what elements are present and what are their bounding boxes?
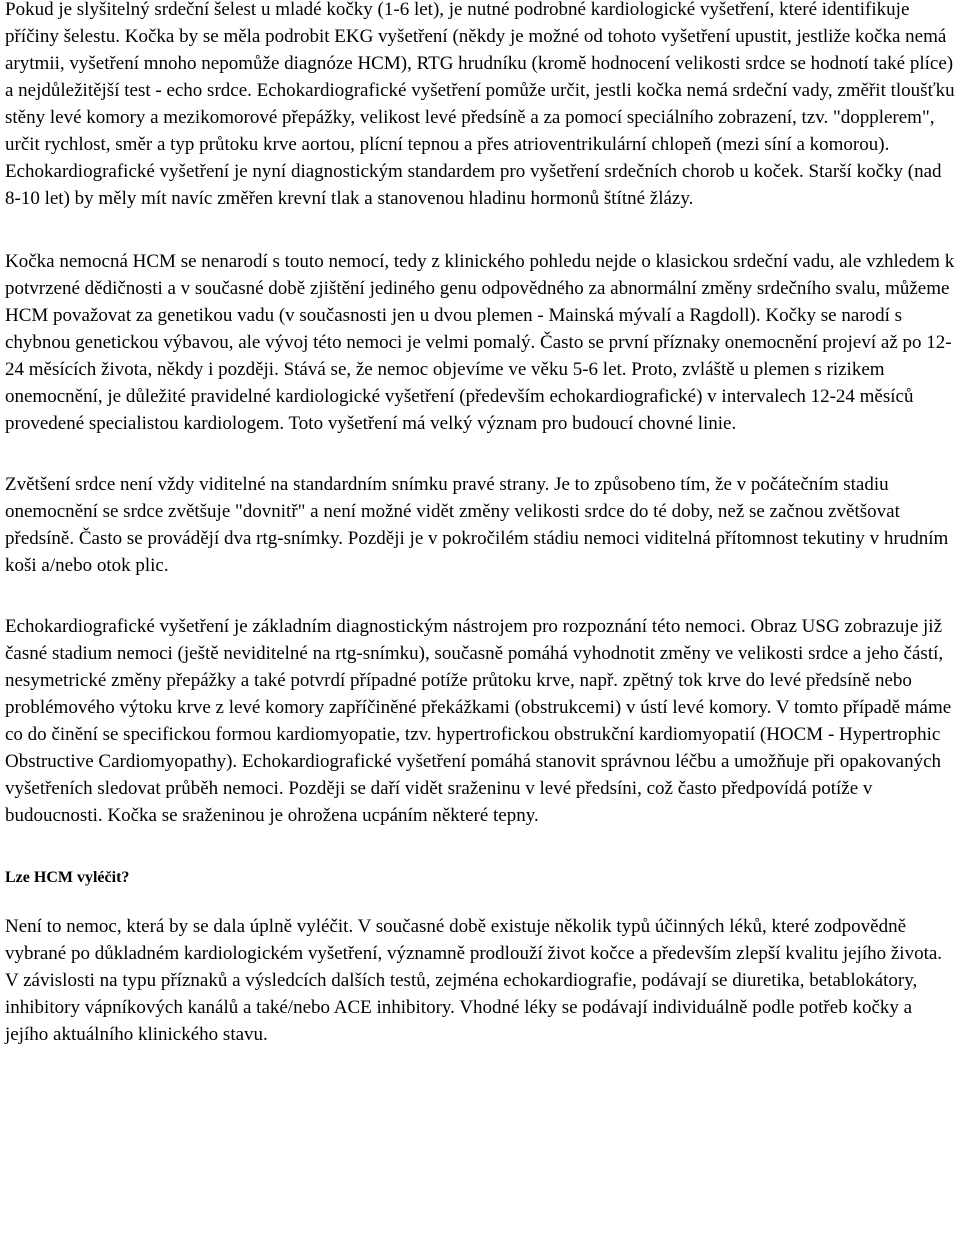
paragraph-echocardiography: Echokardiografické vyšetření je základním diagnostickým nástrojem pro rozpoznání této nemoci. Obraz USG zobrazuje již časné stadium nemoci (ještě neviditelné na rtg-snímku), současně pomáhá vyhodnotit změny ve velikosti srdce a jeho částí, nesymetrické změny přepážky a také potvrdí případné potíže průtoku krve, např. zpětný tok krve do levé předsíně nebo problémového výtoku krve z levé komory zapříčiněné překážkami (obstrukcemi) v ústí levé komory. V tomto případě máme co do činění se specifickou formou kardiomyopatie, tzv. hypertrofickou obstrukční kardiomyopatií (HOCM - Hypertrophic Obstructive Cardiomyopathy). Echokardiografické vyšetření pomáhá stanovit správnou léčbu a umožňuje při opakovaných vyšetřeních sledovat průběh nemoci. Později se daří vidět sraženinu v levé předsíni, což často předpovídá potíže v budoucnosti. Kočka se sraženinou je ohrožena ucpáním některé tepny. [5,616,952,826]
paragraph-treatment: Není to nemoc, která by se dala úplně vyléčit. V současné době existuje několik typů účinných léků, které zodpovědně vybrané po důkladném kardiologickém vyšetření, významně prodlouží život kočce a především zlepší kvalitu jejího života. V závislosti na typu příznaků a výsledcích dalších testů, zejména echokardiografie, podávají se diuretika, betablokátory, inhibitory vápníkových kanálů a také/nebo ACE inhibitory. Vhodné léky se podávají individuálně podle potřeb kočky a jejího aktuálního klinického stavu. [5,916,943,1045]
document-body [5,0,957,1048]
paragraph-enlargement: Zvětšení srdce není vždy viditelné na standardním snímku pravé strany. Je to způsobeno tím, že v počátečním stadiu onemocnění se srdce zvětšuje "dovnitř" a není možné vidět změny velikosti srdce do té doby, než se začnou zvětšovat předsíně. Často se provádějí dva rtg-snímky. Později je v pokročilém stádiu nemoci viditelná přítomnost tekutiny v hrudním koši a/nebo otok plic. [5,474,949,576]
section-heading-treatment: Lze HCM vyléčit? [5,869,130,886]
paragraph-diagnostics: Pokud je slyšitelný srdeční šelest u mladé kočky (1-6 let), je nutné podrobné kardiologické vyšetření, které identifikuje příčiny šelestu. Kočka by se měla podrobit EKG vyšetření (někdy je možné od tohoto vyšetření upustit, jestliže kočka nemá arytmii, vyšetření mnoho nepomůže diagnóze HCM), RTG hrudníku (kromě hodnocení velikosti srdce se hodnotí také plíce) a nejdůležitější test - echo srdce. Echokardiografické vyšetření pomůže určit, jestli kočka nemá srdeční vady, změřit tloušťku stěny levé komory a mezikomorové přepážky, velikost levé předsíně a za pomocí speciálního zobrazení, tzv. "dopplerem", určit rychlost, směr a typ průtoku krve aortou, plícní tepnou a přes atrioventrikulární chlopeň (mezi síní a komorou). Echokardiografické vyšetření je nyní diagnostickým standardem pro vyšetření srdečních chorob u koček. Starší kočky (nad 8-10 let) by měly mít navíc změřen krevní tlak a stanovenou hladinu hormonů štítné žlázy. [5,0,955,209]
paragraph-genetics: Kočka nemocná HCM se nenarodí s touto nemocí, tedy z klinického pohledu nejde o klasickou srdeční vadu, ale vzhledem k potvrzené dědičnosti a v současné době zjištění jediného genu odpovědného za abnormální změny srdečního svalu, můžeme HCM považovat za genetikou vadu (v současnosti jen u dvou plemen - Mainská mývalí a Ragdoll). Kočky se narodí s chybnou genetickou výbavou, ale vývoj této nemoci je velmi pomalý. Často se první příznaky onemocnění projeví až po 12-24 měsících života, někdy i později. Stává se, že nemoc objevíme ve věku 5-6 let. Proto, zvláště u plemen s rizikem onemocnění, je důležité pravidelné kardiologické vyšetření (především echokardiografické) v intervalech 12-24 měsíců provedené specialistou kardiologem. Toto vyšetření má velký význam pro budoucí chovné linie. [5,251,955,434]
